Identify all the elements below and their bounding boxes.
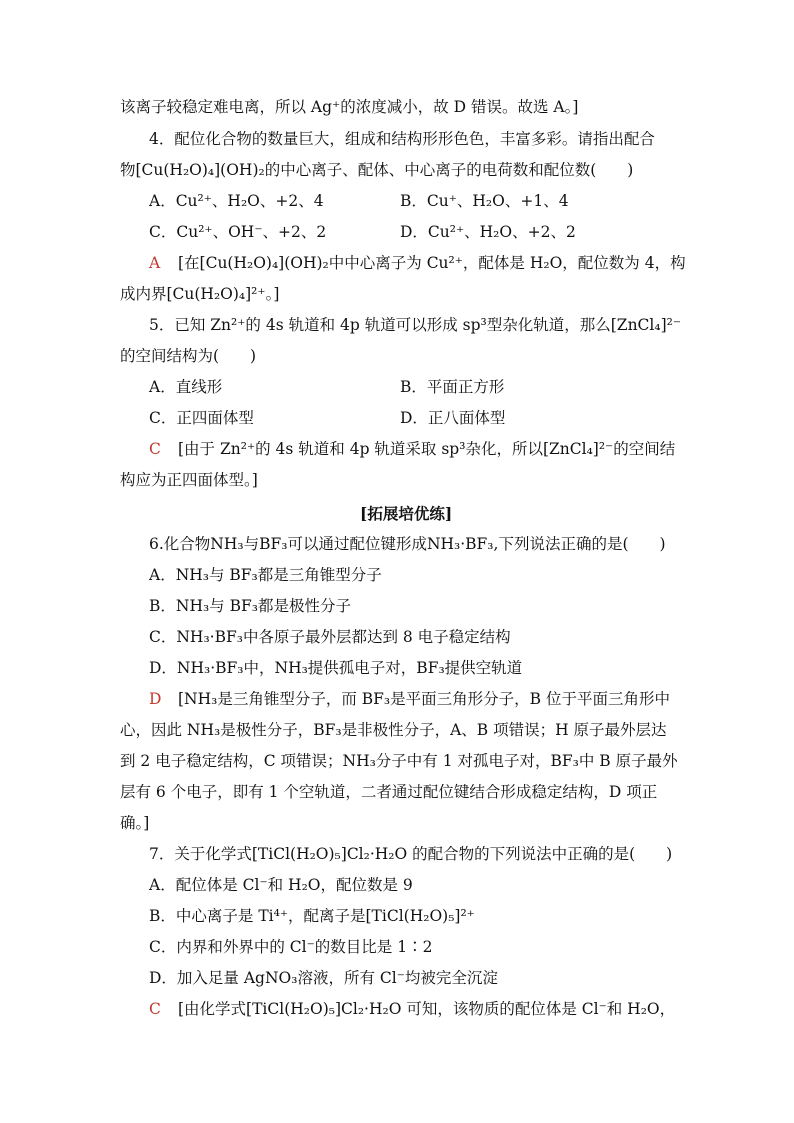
section-heading: [拓展培优练] [360, 504, 453, 523]
question-7-option-a: A．配位体是 Cl⁻和 H₂O，配位数是 9 [149, 876, 413, 894]
answer-5-explanation: [由于 Zn²⁺的 4s 轨道和 4p 轨道采取 sp³杂化，所以[ZnCl₄]²⁻的空间结 [178, 440, 676, 458]
question-5-option-b: B．平面正方形 [400, 378, 505, 396]
answer-4-explanation-cont: 成内界[Cu(H₂O)₄]²⁺。] [120, 285, 280, 303]
question-5-option-a: A．直线形 [149, 378, 223, 396]
answer-6-explanation: [NH₃是三角锥型分子，而 BF₃是平面三角形分子，B 位于平面三角形中 [178, 690, 670, 708]
question-4-stem: 4．配位化合物的数量巨大，组成和结构形形色色，丰富多彩。请指出配合 [149, 130, 655, 148]
question-5-option-d: D．正八面体型 [400, 409, 506, 427]
question-4-stem-cont: 物[Cu(H₂O)₄](OH)₂的中心离子、配体、中心离子的电荷数和配位数( ) [120, 161, 634, 179]
question-5-option-c: C．正四面体型 [149, 409, 254, 427]
answer-7-explanation: [由化学式[TiCl(H₂O)₅]Cl₂·H₂O 可知，该物质的配位体是 Cl⁻和 H₂O， [178, 1000, 676, 1018]
question-4-option-b: B．Cu⁺、H₂O、+1、4 [400, 192, 569, 210]
question-5-stem-cont: 的空间结构为( ) [120, 347, 257, 365]
question-4-option-a: A．Cu²⁺、H₂O、+2、4 [149, 192, 324, 210]
question-6-option-a: A．NH₃与 BF₃都是三角锥型分子 [149, 566, 382, 584]
answer-6-explanation-cont: 层有 6 个电子，即有 1 个空轨道，二者通过配位键结合形成稳定结构，D 项正 [120, 783, 658, 801]
question-6-option-c: C．NH₃·BF₃中各原子最外层都达到 8 电子稳定结构 [149, 628, 511, 646]
answer-4-letter: A [149, 254, 161, 272]
question-4-option-c: C．Cu²⁺、OH⁻、+2、2 [149, 223, 327, 241]
answer-6-explanation-cont: 心，因此 NH₃是极性分子，BF₃是非极性分子，A、B 项错误；H 原子最外层达 [120, 721, 667, 739]
question-4-option-d: D．Cu²⁺、H₂O、+2、2 [400, 223, 576, 241]
text-line: 该离子较稳定难电离，所以 Ag⁺的浓度减小，故 D 错误。故选 A。] [120, 98, 579, 116]
question-7-option-d: D．加入足量 AgNO₃溶液，所有 Cl⁻均被完全沉淀 [149, 969, 498, 987]
question-5-stem: 5．已知 Zn²⁺的 4s 轨道和 4p 轨道可以形成 sp³型杂化轨道，那么[ZnCl₄]²⁻ [149, 316, 682, 334]
answer-5-letter: C [149, 440, 161, 458]
answer-6-letter: D [149, 690, 162, 708]
question-7-option-b: B．中心离子是 Ti⁴⁺，配离子是[TiCl(H₂O)₅]²⁺ [149, 907, 475, 925]
question-6-option-b: B．NH₃与 BF₃都是极性分子 [149, 597, 351, 615]
answer-7-letter: C [149, 1000, 161, 1018]
answer-4-explanation: [在[Cu(H₂O)₄](OH)₂中中心离子为 Cu²⁺，配体是 H₂O，配位数为 4，构 [178, 254, 686, 272]
question-6-stem: 6.化合物NH₃与BF₃可以通过配位键形成NH₃·BF₃,下列说法正确的是( ) [149, 535, 666, 553]
question-7-option-c: C．内界和外界中的 Cl⁻的数目比是 1∶2 [149, 938, 433, 956]
answer-6-explanation-cont: 确。] [120, 814, 150, 832]
answer-6-explanation-cont: 到 2 电子稳定结构，C 项错误；NH₃分子中有 1 对孤电子对，BF₃中 B 原子最外 [120, 752, 678, 770]
answer-5-explanation-cont: 构应为正四面体型。] [120, 471, 258, 489]
question-6-option-d: D．NH₃·BF₃中，NH₃提供孤电子对，BF₃提供空轨道 [149, 659, 523, 677]
question-7-stem: 7．关于化学式[TiCl(H₂O)₅]Cl₂·H₂O 的配合物的下列说法中正确的是( ) [149, 845, 673, 863]
